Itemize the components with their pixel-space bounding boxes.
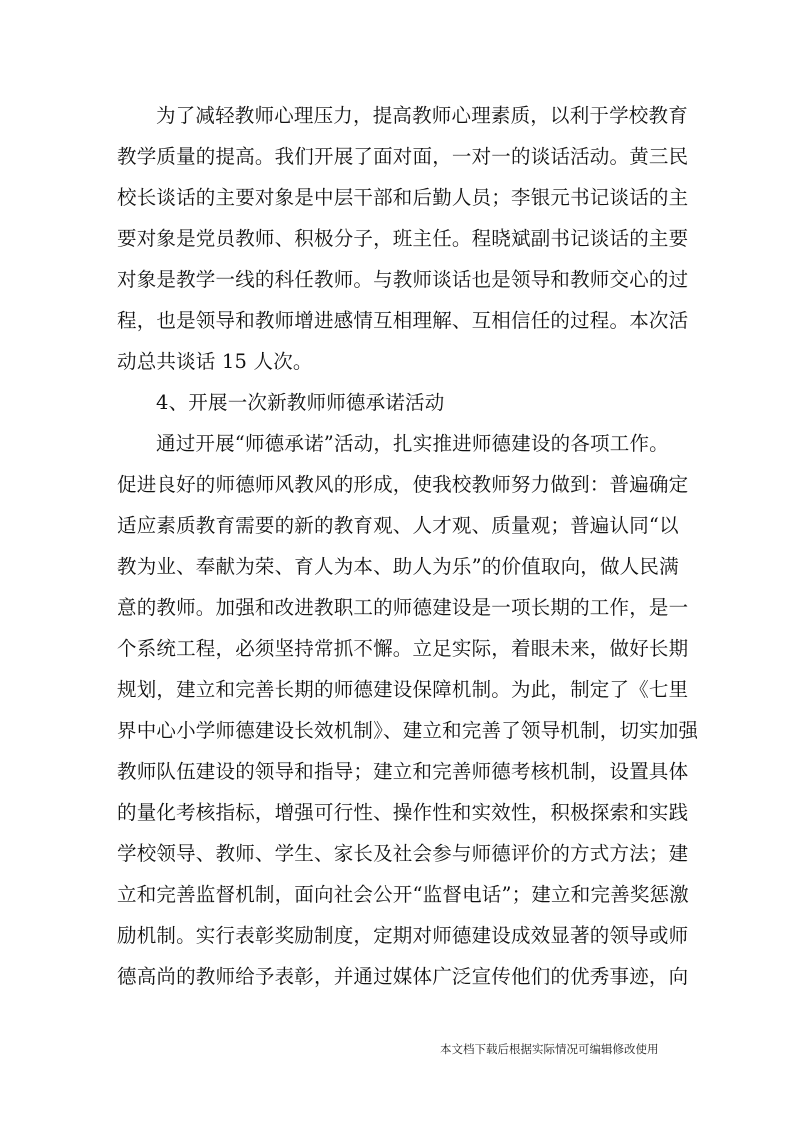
paragraph-line: 规划，建立和完善长期的师德建设保障机制。为此，制定了《七里 [117, 678, 689, 701]
paragraph-line: 促进良好的师德师风教风的形成，使我校教师努力做到：普遍确定 [117, 473, 689, 496]
paragraph-line: 对象是教学一线的科任教师。与教师谈话也是领导和教师交心的过 [117, 268, 689, 291]
paragraph-line: 学校领导、教师、学生、家长及社会参与师德评价的方式方法；建 [117, 842, 689, 865]
paragraph-line: 励机制。实行表彰奖励制度，定期对师德建设成效显著的领导或师 [117, 924, 689, 947]
paragraph-line: 个系统工程，必须坚持常抓不懈。立足实际，着眼未来，做好长期 [117, 637, 689, 660]
paragraph-line: 要对象是党员教师、积极分子，班主任。程晓斌副书记谈话的主要 [117, 227, 689, 250]
paragraph-line: 程，也是领导和教师增进感情互相理解、互相信任的过程。本次活 [117, 309, 689, 332]
paragraph-line: 德高尚的教师给予表彰，并通过媒体广泛宣传他们的优秀事迹，向 [117, 965, 689, 988]
paragraph-line: 校长谈话的主要对象是中层干部和后勤人员；李银元书记谈话的主 [117, 186, 689, 209]
paragraph-line: 通过开展“师德承诺”活动，扎实推进师德建设的各项工作。 [156, 432, 669, 455]
page-footer-note: 本文档下载后根据实际情况可编辑修改使用 [440, 1042, 659, 1056]
paragraph-line: 动总共谈话 15 人次。 [117, 350, 313, 373]
section-heading: 4、开展一次新教师师德承诺活动 [156, 391, 445, 414]
paragraph-line: 的量化考核指标，增强可行性、操作性和实效性，积极探索和实践 [117, 801, 689, 824]
paragraph-line: 立和完善监督机制，面向社会公开“监督电话”；建立和完善奖惩激 [117, 883, 689, 906]
paragraph-line: 界中心小学师德建设长效机制》、建立和完善了领导机制，切实加强 [117, 719, 699, 742]
paragraph-line: 适应素质教育需要的新的教育观、人才观、质量观；普遍认同“以 [117, 514, 679, 537]
paragraph-line: 为了减轻教师心理压力，提高教师心理素质，以利于学校教育 [156, 104, 688, 127]
paragraph-line: 教为业、奉献为荣、育人为本、助人为乐”的价值取向，做人民满 [117, 555, 679, 578]
paragraph-line: 意的教师。加强和改进教职工的师德建设是一项长期的工作，是一 [117, 596, 689, 619]
paragraph-line: 教师队伍建设的领导和指导；建立和完善师德考核机制，设置具体 [117, 760, 689, 783]
paragraph-line: 教学质量的提高。我们开展了面对面，一对一的谈话活动。黄三民 [117, 145, 689, 168]
